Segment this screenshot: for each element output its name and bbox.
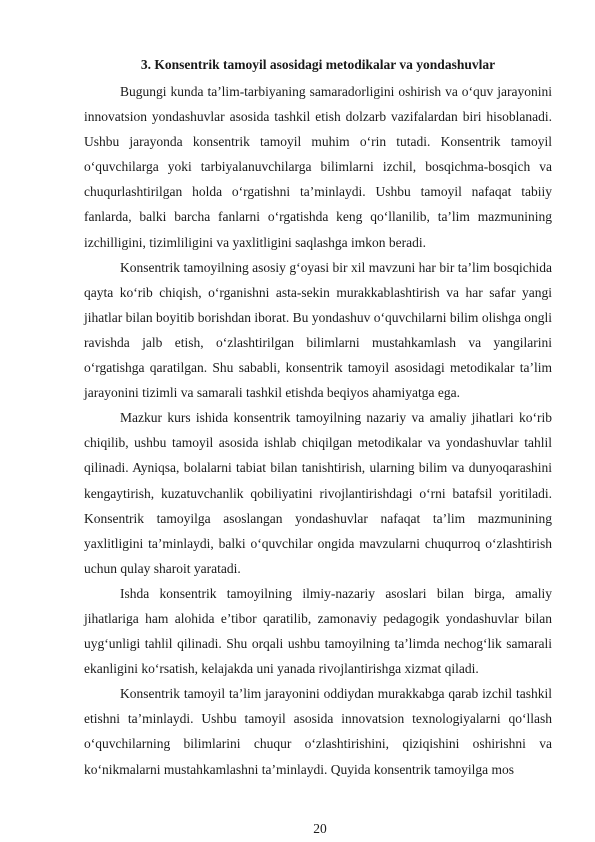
paragraph-3: Mazkur kurs ishida konsentrik tamoyilning nazariy va amaliy jihatlari ko‘rib chiqilib, ushbu tamoyil asosida ishlab chiqilgan metodikalar va yondashuvlar tahlil qilinadi. Ayniqsa, bolalarni tabiat bilan tanishtirish, ularning bilim va dunyoqarashini kengaytirish, kuzatuvchanlik qobiliyatini rivojlantirishdagi o‘rni batafsil yoritiladi. Konsentrik tamoyilga asoslangan yondashuvlar nafaqat ta’lim mazmunining yaxlitligini ta’minlaydi, balki o‘quvchilar ongida mavzularni chuqurroq o‘zlashtirish uchun qulay sharoit yaratadi. (84, 410, 552, 576)
paragraph-4: Ishda konsentrik tamoyilning ilmiy-nazariy asoslari bilan birga, amaliy jihatlariga ham alohida e’tibor qaratilib, zamonaviy pedagogik yondashuvlar bilan uyg‘unligi tahlil qilinadi. Shu orqali ushbu tamoyilning ta’limda nechog‘lik samarali ekanligini ko‘rsatish, kelajakda uni yanada rivojlantirishga xizmat qiladi. (84, 585, 552, 677)
page-number: 20 (313, 821, 327, 836)
paragraph-5: Konsentrik tamoyil ta’lim jarayonini oddiydan murakkabga qarab izchil tashkil etishni ta’minlaydi. Ushbu tamoyil asosida innovatsion texnologiyalarni qo‘llash o‘quvchilarning bilimlarini chuqur o‘zlashtirishini, qiziqishini oshirishni va ko‘nikmalarni mustahkamlashni ta’minlaydi. Quyida konsentrik tamoyilga mos (84, 686, 552, 777)
body-text (84, 79, 552, 782)
paragraph-2: Konsentrik tamoyilning asosiy g‘oyasi bir xil mavzuni har bir ta’lim bosqichida qayta ko‘rib chiqish, o‘rganishni asta-sekin murakkablashtirish va har safar yangi jihatlar bilan boyitib borishdan iborat. Bu yondashuv o‘quvchilarni bilim olishga ongli ravishda jalb etish, o‘zlashtirilgan bilimlarni mustahkamlash va yangilarini o‘rgatishga qaratilgan. Shu sababli, konsentrik tamoyil asosidagi metodikalar ta’lim jarayonini tizimli va samarali tashkil etishda beqiyos ahamiyatga ega. (84, 259, 552, 401)
section-heading: 3. Konsentrik tamoyil asosidagi metodikalar va yondashuvlar (140, 57, 496, 72)
paragraph-1: Bugungi kunda ta’lim-tarbiyaning samaradorligini oshirish va o‘quv jarayonini innovatsion yondashuvlar asosida tashkil etish dolzarb vazifalardan biri hisoblanadi. Ushbu jarayonda konsentrik tamoyil muhim o‘rin tutadi. Konsentrik tamoyil o‘quvchilarga yoki tarbiyalanuvchilarga bilimlarni izchil, bosqichma-bosqich va chuqurlashtirilgan holda o‘rgatishni ta’minlaydi. Ushbu tamoyil nafaqat tabiiy fanlarda, balki barcha fanlarni o‘rgatishda keng qo‘llanilib, ta’lim mazmunining izchilligini, tizimliligini va yaxlitligini saqlashga imkon beradi. (84, 84, 552, 250)
